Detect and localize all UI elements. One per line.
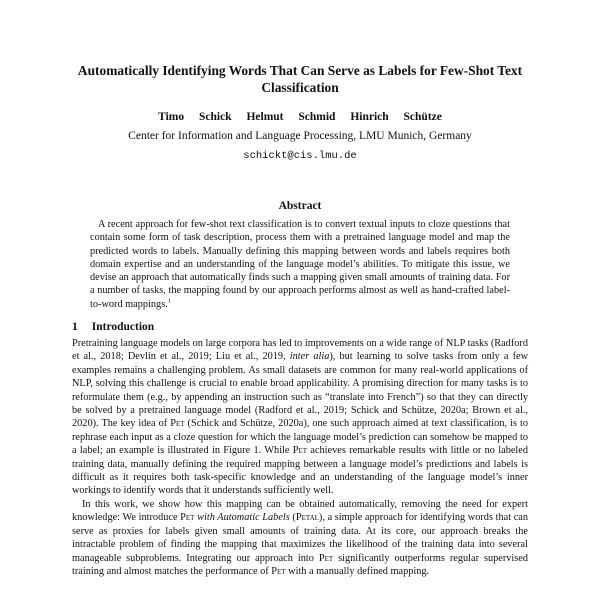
method-name: Pet bbox=[180, 512, 195, 524]
text-run: In this work, we show how this mapping can be obtained automatically, removing the need for expert knowledge: We introduce bbox=[72, 498, 528, 524]
method-name: Petal bbox=[295, 512, 319, 524]
section-heading bbox=[72, 321, 154, 333]
text-run: achieves remarkable results with little or no labeled training data, manually defining the required mapping between a language model’s predictions and labels is difficult as it requires both task-specific knowledge and an understanding of the language model’s inner workings to identify words that it understands sufficiently well. bbox=[72, 445, 528, 497]
affiliation: Center for Information and Language Processing, LMU Munich, Germany bbox=[128, 130, 472, 142]
author-name: Timo Schick bbox=[158, 111, 232, 123]
text-run: ), but learning to solve tasks from only a few examples remains a challenging problem. As small datasets are common for many real-world applications of NLP, solving this challenge is crucial to enable broad applicability. A promising direction for many tasks is to reformulate them (e.g., by appending an instruction such as “translate into French”) so that they can directly be solved by a pretrained language model (Radford et al., 2019; Schick and Schütze, 2020a; Brown et al., 2020). The key idea of bbox=[72, 351, 529, 430]
paragraph bbox=[72, 498, 528, 578]
method-name: Pet bbox=[271, 565, 286, 577]
abstract-body bbox=[90, 218, 510, 311]
author-list bbox=[0, 111, 600, 123]
text-run: significantly outperforms regular supervised training and almost matches the performance of bbox=[72, 552, 528, 577]
author-name: Hinrich Schütze bbox=[350, 111, 442, 123]
text-run: Pretraining language models on large corpora has led to improvements on a wide range of NLP tasks (Radford et al., 2018; Devlin et al., 2019; Liu et al., 2019, bbox=[72, 338, 528, 363]
author-email: schickt@cis.lmu.de bbox=[243, 150, 357, 162]
abstract-text: A recent approach for few-shot text classification is to convert textual inputs to cloze questions that contain some form of task description, process them with a pretrained language model and map the predicted words to labels. Manually defining this mapping between words and labels requires both domain expertise and an understanding of the language model’s abilities. To mitigate this issue, we devise an approach that automatically finds such a mapping given small amounts of training data. For a number of tasks, the mapping found by our approach performs almost as well as hand-crafted label-to-word mappings. bbox=[90, 219, 510, 310]
paper-title: Automatically Identifying Words That Can Serve as Labels for Few-Shot Text Classification bbox=[77, 63, 523, 95]
method-name: Pet bbox=[318, 552, 334, 564]
text-run: ( bbox=[289, 512, 296, 524]
section-number: 1 bbox=[72, 321, 78, 333]
text-run: with a manually defined mapping. bbox=[285, 565, 430, 577]
text-run: ), a simple approach for identifying words that can serve as proxies for labels given small amounts of training data. At its core, our approach breaks the intractable problem of finding the mapping that maximizes the likelihood of the training data into several manageable subproblems. Integrating our approach into bbox=[72, 512, 529, 564]
abstract-heading: Abstract bbox=[278, 200, 322, 212]
paragraph bbox=[72, 337, 528, 498]
section-body bbox=[72, 337, 528, 578]
italic-text: inter alia bbox=[289, 351, 330, 363]
footnote-marker: 1 bbox=[167, 297, 172, 305]
author-name: Helmut Schmid bbox=[246, 111, 336, 123]
section-title: Introduction bbox=[91, 321, 155, 333]
method-name: Pet bbox=[170, 418, 185, 430]
italic-text: with Automatic Labels bbox=[194, 512, 290, 524]
text-run: (Schick and Schütze, 2020a), one such approach aimed at text classification, is to rephrase each input as a cloze question for which the language model’s prediction can somehow be mapped to a label; an example is illustrated in Figure 1. While bbox=[72, 418, 529, 457]
method-name: Pet bbox=[292, 445, 308, 457]
